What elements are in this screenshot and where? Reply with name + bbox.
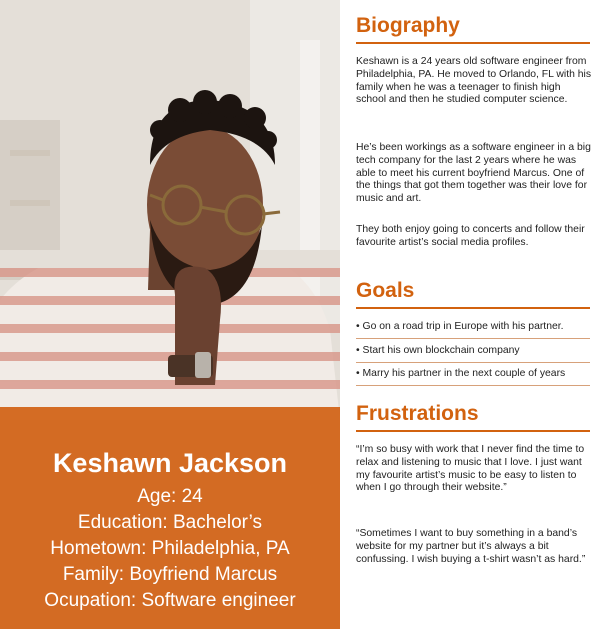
persona-age: Age: 24 xyxy=(137,486,203,507)
goal-divider xyxy=(356,385,590,386)
biography-paragraph-1: Keshawn is a 24 years old software engineer from Philadelphia, PA. He moved to Orlando, FL with his family when he was a teenager to finish high school and then he studied computer science. xyxy=(356,56,592,106)
persona-details-column xyxy=(356,0,590,629)
biography-paragraph-2: He’s been workings as a software engineer in a big tech company for the last 2 years where he was able to meet his current boyfriend Marcus. One of the things that got them together was their love for music and art. xyxy=(356,142,591,205)
goal-divider xyxy=(356,362,590,363)
persona-education: Education: Bachelor’s xyxy=(77,512,263,533)
biography-paragraph-3: They both enjoy going to concerts and follow their favourite artist’s social media profiles. xyxy=(356,224,585,248)
biography-heading: Biography xyxy=(356,14,590,44)
persona-occupation: Ocupation: Software engineer xyxy=(44,590,296,611)
goal-item: • Go on a road trip in Europe with his partner. xyxy=(356,321,564,332)
goal-divider xyxy=(356,338,590,339)
persona-info-panel xyxy=(0,407,340,629)
goal-item: • Marry his partner in the next couple of years xyxy=(356,368,566,379)
persona-family: Family: Boyfriend Marcus xyxy=(62,564,278,585)
goals-heading: Goals xyxy=(356,279,590,309)
frustrations-heading: Frustrations xyxy=(356,402,590,432)
persona-hometown: Hometown: Philadelphia, PA xyxy=(50,538,290,559)
frustration-quote-2: “Sometimes I want to buy something in a band’s website for my partner but it’s always a bit confussing. I wish buying a t-shirt wasn’t as hard.” xyxy=(356,528,586,565)
goal-item: • Start his own blockchain company xyxy=(356,345,520,356)
persona-name: Keshawn Jackson xyxy=(52,448,288,478)
frustration-quote-1: “I’m so busy with work that I never find the time to relax and listening to music that I love. I just want my favourite artist’s music to be easy to listen to when I go through their website.” xyxy=(356,444,585,494)
